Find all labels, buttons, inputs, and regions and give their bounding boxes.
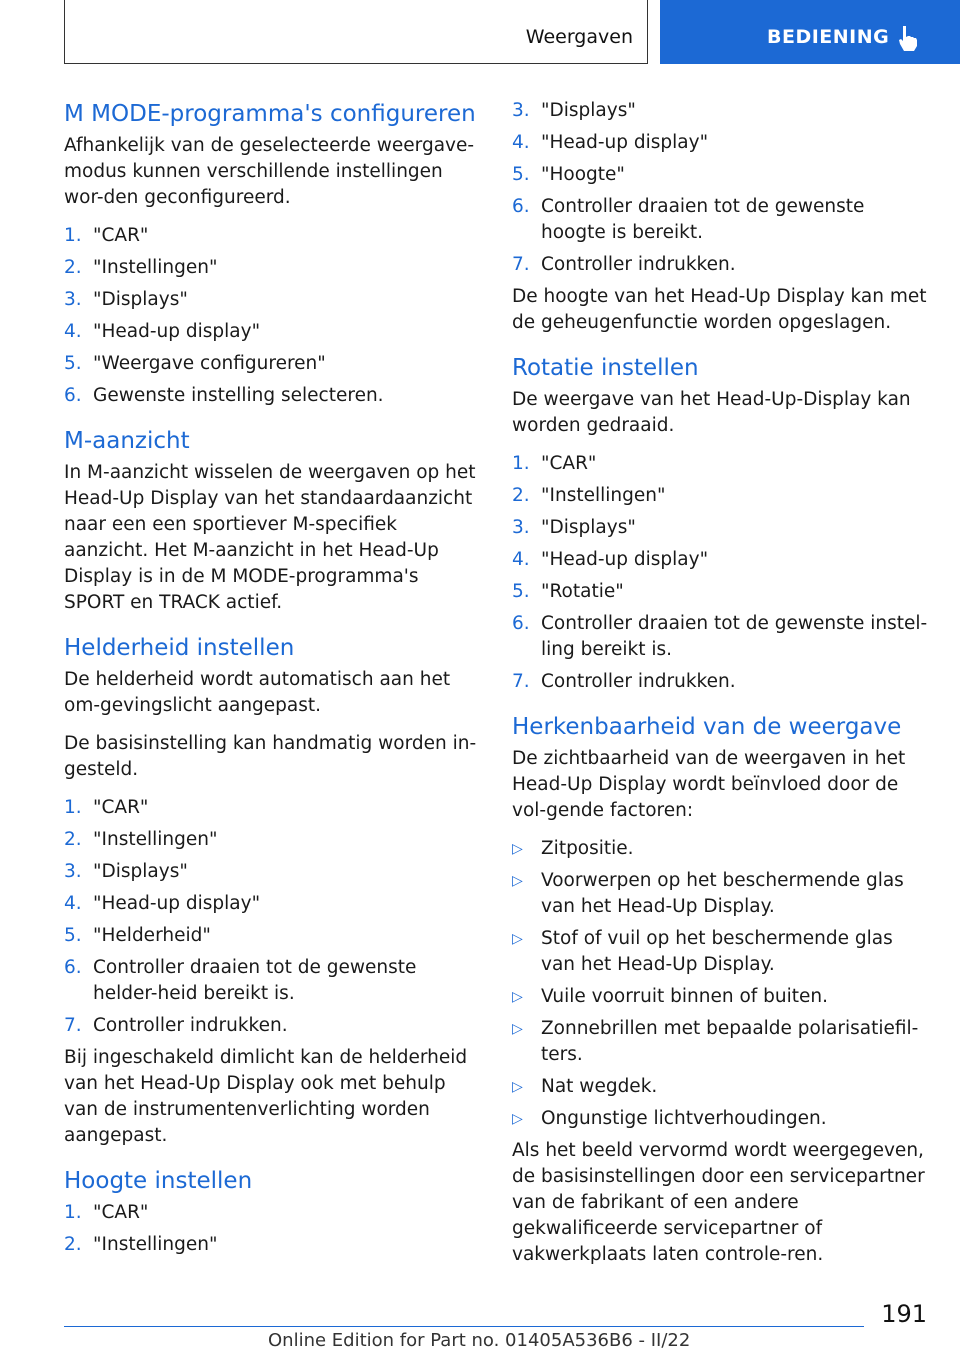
step-text: Controller draaien tot de gewenste helder-heid bereikt is. — [93, 957, 417, 1004]
list-item — [64, 383, 478, 409]
step-number: 6. — [512, 613, 530, 634]
heading-helderheid: Helderheid instellen — [64, 635, 295, 661]
step-number: 3. — [64, 289, 82, 310]
right-column — [512, 98, 932, 1280]
paragraph: Bij ingeschakeld dimlicht kan de helderheid van het Head-Up Display ook met behulp van de instrumentenverlichting worden aangepast. — [64, 1047, 468, 1146]
step-text: "Instellingen" — [93, 829, 218, 850]
step-number: 1. — [64, 1202, 82, 1223]
step-text: Controller draaien tot de gewenste hoogte is bereikt. — [541, 196, 865, 243]
step-number: 4. — [64, 893, 82, 914]
step-list-hoogte — [64, 1200, 478, 1258]
step-text: "Displays" — [93, 289, 188, 310]
list-item — [512, 926, 932, 978]
list-item — [512, 836, 932, 862]
paragraph: Als het beeld vervormd wordt weergegeven, de basisinstellingen door een servicepartner van de fabrikant of een andere gekwalificeerde servicepartner of vakwerkplaats laten controle-ren. — [512, 1140, 925, 1265]
list-item — [512, 483, 932, 509]
bullet-text: Vuile voorruit binnen of buiten. — [541, 986, 829, 1007]
list-item — [64, 923, 478, 949]
triangle-bullet-icon: ▷ — [512, 989, 523, 1005]
header-section-title: Weergaven — [525, 26, 633, 48]
step-text: "Weergave configureren" — [93, 353, 326, 374]
list-item — [64, 223, 478, 249]
step-list-rotatie — [512, 451, 932, 695]
step-text: "Instellingen" — [541, 485, 666, 506]
footer-divider — [64, 1326, 864, 1327]
list-item — [64, 827, 478, 853]
step-number: 4. — [512, 549, 530, 570]
step-number: 6. — [64, 385, 82, 406]
list-item — [64, 255, 478, 281]
step-number: 2. — [64, 829, 82, 850]
paragraph: De basisinstelling kan handmatig worden in-gesteld. — [64, 733, 477, 780]
list-item — [64, 795, 478, 821]
triangle-bullet-icon: ▷ — [512, 1021, 523, 1037]
bullet-text: Zitpositie. — [541, 838, 634, 859]
step-number: 5. — [64, 353, 82, 374]
factor-list — [512, 836, 932, 1132]
step-text: Controller indrukken. — [93, 1015, 288, 1036]
hand-pointer-icon — [897, 24, 919, 52]
list-item — [512, 252, 932, 278]
bullet-text: Zonnebrillen met bepaalde polarisatiefil-ters. — [541, 1018, 919, 1065]
list-item — [512, 194, 932, 246]
heading-herkenbaarheid: Herkenbaarheid van de weergave — [512, 714, 902, 740]
heading-rotatie: Rotatie instellen — [512, 355, 699, 381]
list-item — [64, 319, 478, 345]
list-item — [512, 1106, 932, 1132]
paragraph: De helderheid wordt automatisch aan het om-gevingslicht aangepast. — [64, 669, 451, 716]
step-number: 6. — [64, 957, 82, 978]
list-item — [512, 515, 932, 541]
step-text: "CAR" — [93, 1202, 149, 1223]
paragraph: Afhankelijk van de geselecteerde weergave-modus kunnen verschillende instellingen wor-den geconfigureerd. — [64, 135, 475, 208]
list-item — [512, 451, 932, 477]
header-chapter-tab[interactable] — [660, 0, 960, 64]
list-item — [512, 130, 932, 156]
step-text: "Hoogte" — [541, 164, 625, 185]
step-number: 3. — [64, 861, 82, 882]
heading-hoogte: Hoogte instellen — [64, 1168, 253, 1194]
paragraph: De weergave van het Head-Up-Display kan worden gedraaid. — [512, 389, 911, 436]
paragraph: In M-aanzicht wisselen de weergaven op het Head-Up Display van het standaardaanzicht naar een een sportiever M-specifiek aanzicht. Het M-aanzicht in het Head-Up Display is in de M MODE-programma's SPORT en TRACK actief. — [64, 462, 476, 613]
list-item — [512, 98, 932, 124]
list-item — [512, 547, 932, 573]
step-text: "Head-up display" — [93, 321, 261, 342]
list-item — [512, 579, 932, 605]
bullet-text: Stof of vuil op het beschermende glas van het Head-Up Display. — [541, 928, 893, 975]
step-list-hoogte-continued — [512, 98, 932, 278]
step-text: "CAR" — [93, 797, 149, 818]
footer-edition: Online Edition for Part no. 01405A536B6 - II/22 — [268, 1330, 691, 1351]
page-number: 191 — [881, 1300, 927, 1328]
bullet-text: Voorwerpen op het beschermende glas van het Head-Up Display. — [541, 870, 904, 917]
step-number: 1. — [64, 797, 82, 818]
list-item — [64, 859, 478, 885]
paragraph: De zichtbaarheid van de weergaven in het Head-Up Display wordt beïnvloed door de vol-gende factoren: — [512, 748, 906, 821]
step-number: 3. — [512, 517, 530, 538]
triangle-bullet-icon: ▷ — [512, 1079, 523, 1095]
step-text: "Displays" — [93, 861, 188, 882]
step-text: Controller draaien tot de gewenste instel-ling bereikt is. — [541, 613, 928, 660]
step-text: "Head-up display" — [93, 893, 261, 914]
step-text: "CAR" — [541, 453, 597, 474]
step-number: 7. — [64, 1015, 82, 1036]
triangle-bullet-icon: ▷ — [512, 1111, 523, 1127]
triangle-bullet-icon: ▷ — [512, 841, 523, 857]
list-item — [512, 1074, 932, 1100]
triangle-bullet-icon: ▷ — [512, 931, 523, 947]
list-item — [512, 868, 932, 920]
list-item — [64, 955, 478, 1007]
step-text: "Displays" — [541, 517, 636, 538]
step-number: 5. — [512, 164, 530, 185]
list-item — [64, 1232, 478, 1258]
heading-m-aanzicht: M-aanzicht — [64, 428, 190, 454]
list-item — [64, 351, 478, 377]
header-section-box — [64, 0, 648, 64]
step-number: 3. — [512, 100, 530, 121]
paragraph: De hoogte van het Head-Up Display kan met de geheugenfunctie worden opgeslagen. — [512, 286, 927, 333]
bullet-text: Nat wegdek. — [541, 1076, 658, 1097]
step-number: 6. — [512, 196, 530, 217]
step-text: Controller indrukken. — [541, 254, 736, 275]
step-list-helderheid — [64, 795, 478, 1039]
step-number: 1. — [64, 225, 82, 246]
step-number: 7. — [512, 671, 530, 692]
step-number: 4. — [512, 132, 530, 153]
list-item — [64, 1200, 478, 1226]
step-number: 2. — [64, 1234, 82, 1255]
left-column — [64, 98, 478, 1264]
step-text: "Helderheid" — [93, 925, 211, 946]
step-number: 2. — [512, 485, 530, 506]
list-item — [512, 611, 932, 663]
list-item — [512, 984, 932, 1010]
step-number: 4. — [64, 321, 82, 342]
step-text: "CAR" — [93, 225, 149, 246]
step-text: "Rotatie" — [541, 581, 624, 602]
step-text: Controller indrukken. — [541, 671, 736, 692]
step-number: 5. — [64, 925, 82, 946]
step-text: Gewenste instelling selecteren. — [93, 385, 384, 406]
step-text: "Instellingen" — [93, 257, 218, 278]
list-item — [512, 1016, 932, 1068]
step-text: "Head-up display" — [541, 132, 709, 153]
triangle-bullet-icon: ▷ — [512, 873, 523, 889]
step-number: 5. — [512, 581, 530, 602]
step-number: 7. — [512, 254, 530, 275]
header-chapter-title: BEDIENING — [767, 26, 890, 48]
step-text: "Displays" — [541, 100, 636, 121]
heading-m-mode: M MODE-programma's configureren — [64, 101, 476, 127]
bullet-text: Ongunstige lichtverhoudingen. — [541, 1108, 827, 1129]
list-item — [512, 669, 932, 695]
step-text: "Instellingen" — [93, 1234, 218, 1255]
list-item — [64, 891, 478, 917]
step-list-m-mode — [64, 223, 478, 409]
list-item — [512, 162, 932, 188]
list-item — [64, 1013, 478, 1039]
list-item — [64, 287, 478, 313]
step-number: 2. — [64, 257, 82, 278]
step-text: "Head-up display" — [541, 549, 709, 570]
step-number: 1. — [512, 453, 530, 474]
